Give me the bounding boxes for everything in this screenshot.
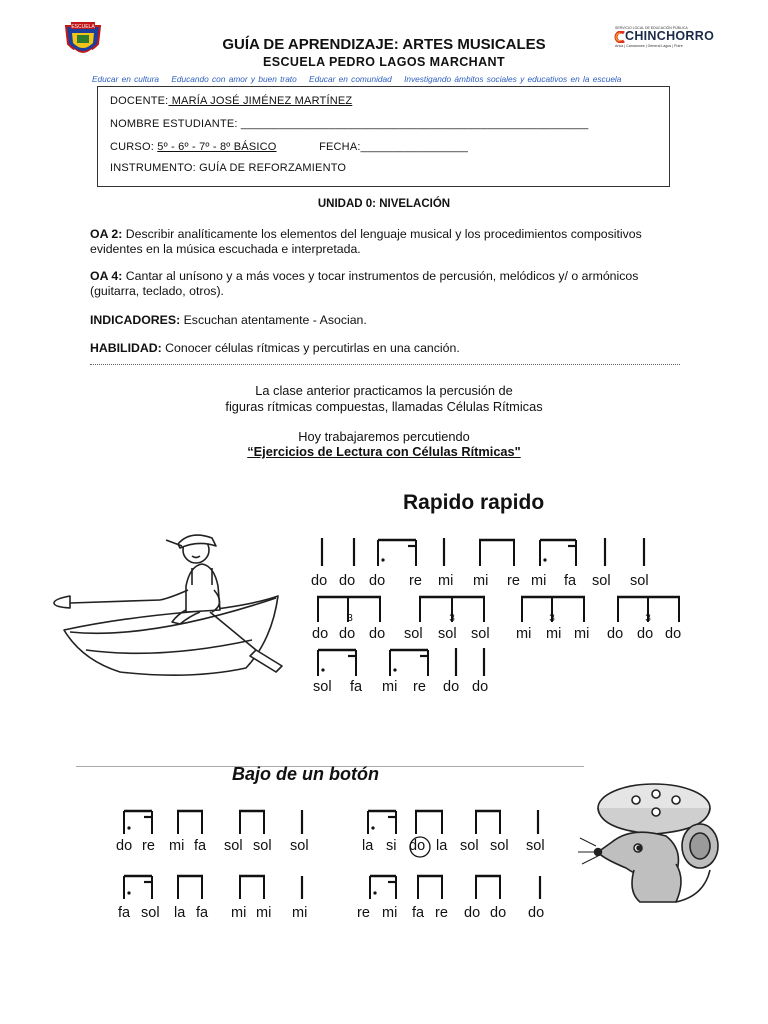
solfege-syllable: sol <box>253 838 272 854</box>
page-title: GUÍA DE APRENDIZAJE: ARTES MUSICALES <box>222 36 546 53</box>
solfege-syllable: do <box>312 626 329 642</box>
solfege-syllable: fa <box>194 838 207 854</box>
fecha-label: FECHA: <box>319 141 361 153</box>
instrumento-row: INSTRUMENTO: GUÍA DE REFORZAMIENTO <box>110 162 347 174</box>
solfege-syllable: do <box>490 905 507 921</box>
today-text: Hoy trabajaremos percutiendo <box>298 429 470 444</box>
rhythm-dot <box>127 826 130 829</box>
school-name: ESCUELA PEDRO LAGOS MARCHANT <box>263 55 505 69</box>
solfege-syllable: sol <box>526 838 545 854</box>
solfege-syllable: la <box>362 838 374 854</box>
solfege-syllable: do <box>472 679 489 695</box>
solfege-syllable: do <box>443 679 460 695</box>
solfege-syllable: si <box>386 838 397 854</box>
curso-value: 5º - 6º - 7º - 8º BÁSICO <box>157 141 277 153</box>
estudiante-field[interactable]: _______________________________________________________ <box>237 118 589 130</box>
solfege-syllable: sol <box>141 905 160 921</box>
svg-text:ESCUELA: ESCUELA <box>71 24 95 30</box>
solfege-syllable: re <box>357 905 370 921</box>
solfege-syllable: do <box>464 905 481 921</box>
solfege-syllable: mi <box>256 905 272 921</box>
rhythm-dot <box>393 668 396 671</box>
solfege-syllable: mi <box>231 905 247 921</box>
motto: Investigando ámbitos sociales y educativos en la escuela <box>404 74 622 84</box>
solfege-syllable: mi <box>292 905 308 921</box>
solfege-syllable: do <box>637 626 654 642</box>
solfege-syllable: do <box>369 626 386 642</box>
solfege-syllable: re <box>142 838 155 854</box>
rhythm-dot <box>321 668 324 671</box>
solfege-syllable: sol <box>460 838 479 854</box>
solfege-syllable: do <box>607 626 624 642</box>
solfege-syllable: fa <box>564 573 577 589</box>
brand-service: SERVICIO LOCAL DE EDUCACIÓN PÚBLICA <box>615 26 688 30</box>
solfege-syllable: la <box>436 838 448 854</box>
solfege-syllable: sol <box>471 626 490 642</box>
solfege-syllable: sol <box>290 838 309 854</box>
solfege-syllable: do <box>339 573 356 589</box>
motto: Educar en comunidad <box>309 74 392 84</box>
solfege-syllable: sol <box>438 626 457 642</box>
solfege-syllable: do <box>116 838 133 854</box>
rhythm-dot <box>371 826 374 829</box>
solfege-syllable: re <box>507 573 520 589</box>
solfege-syllable: la <box>174 905 186 921</box>
solfege-syllable: sol <box>224 838 243 854</box>
exercise-title: “Ejercicios de Lectura con Células Rítmicas" <box>247 444 521 459</box>
solfege-syllable: do <box>528 905 545 921</box>
solfege-syllable: mi <box>516 626 532 642</box>
docente-label: DOCENTE: <box>110 95 169 107</box>
solfege-syllable: re <box>413 679 426 695</box>
solfege-syllable: re <box>435 905 448 921</box>
curso-label: CURSO: <box>110 141 154 153</box>
rhythm-dot <box>543 558 546 561</box>
solfege-syllable: mi <box>531 573 547 589</box>
fecha-field[interactable]: _________________ <box>360 141 469 153</box>
rhythm-dot <box>373 891 376 894</box>
unit-heading: UNIDAD 0: NIVELACIÓN <box>317 198 451 210</box>
estudiante-label: NOMBRE ESTUDIANTE: <box>110 118 238 130</box>
song-title-rapido: Rapido rapido <box>403 491 545 514</box>
rhythm-dot <box>127 891 130 894</box>
solfege-syllable: sol <box>490 838 509 854</box>
solfege-syllable: re <box>409 573 422 589</box>
solfege-syllable: sol <box>630 573 649 589</box>
solfege-syllable: do <box>339 626 356 642</box>
oa4-text: Cantar al unísono y a más voces y tocar instrumentos de percusión, melódicos y/ o armónicos (guitarra, teclado, otros). <box>90 269 639 298</box>
solfege-syllable: mi <box>574 626 590 642</box>
oa2-text: Describir analíticamente los elementos del lenguaje musical y los procedimientos compositivos evidentes en la música escuchada e interpretada. <box>90 227 642 256</box>
indicadores-text: Escuchan atentamente - Asocian. <box>180 313 367 327</box>
triplet-mark: 3 <box>449 613 455 624</box>
song-title-boton: Bajo de un botón <box>232 764 379 784</box>
intro-line-1: La clase anterior practicamos la percusión de <box>255 383 513 398</box>
solfege-syllable: do <box>409 838 426 854</box>
solfege-syllable: fa <box>196 905 209 921</box>
brand-tagline: Arica | Camarones | General Lagos | Putre <box>615 44 683 48</box>
rhythm-dot <box>381 558 384 561</box>
solfege-syllable: mi <box>382 905 398 921</box>
indicadores-label: INDICADORES: <box>90 313 181 327</box>
solfege-syllable: sol <box>592 573 611 589</box>
triplet-mark: 3 <box>645 613 651 624</box>
habilidad-text: Conocer células rítmicas y percutirlas en una canción. <box>161 341 460 355</box>
solfege-syllable: fa <box>118 905 131 921</box>
motto: Educando con amor y buen trato <box>171 74 297 84</box>
solfege-syllable: mi <box>438 573 454 589</box>
solfege-syllable: mi <box>169 838 185 854</box>
solfege-syllable: mi <box>546 626 562 642</box>
solfege-syllable: fa <box>350 679 363 695</box>
triplet-mark: 3 <box>347 613 353 624</box>
solfege-syllable: sol <box>404 626 423 642</box>
brand-name: CHINCHORRO <box>625 29 715 43</box>
intro-line-2: figuras rítmicas compuestas, llamadas Células Rítmicas <box>225 399 543 414</box>
triplet-mark: 3 <box>549 613 555 624</box>
solfege-syllable: sol <box>313 679 332 695</box>
motto: Educar en cultura <box>92 74 160 84</box>
solfege-syllable: fa <box>412 905 425 921</box>
solfege-syllable: do <box>665 626 682 642</box>
solfege-syllable: do <box>311 573 328 589</box>
solfege-syllable: mi <box>473 573 489 589</box>
solfege-syllable: mi <box>382 679 398 695</box>
oa4-label: OA 4: <box>90 269 123 283</box>
solfege-syllable: do <box>369 573 386 589</box>
oa2-label: OA 2: <box>90 227 123 241</box>
habilidad-label: HABILIDAD: <box>90 341 162 355</box>
docente-value: MARÍA JOSÉ JIMÉNEZ MARTÍNEZ <box>168 95 353 107</box>
